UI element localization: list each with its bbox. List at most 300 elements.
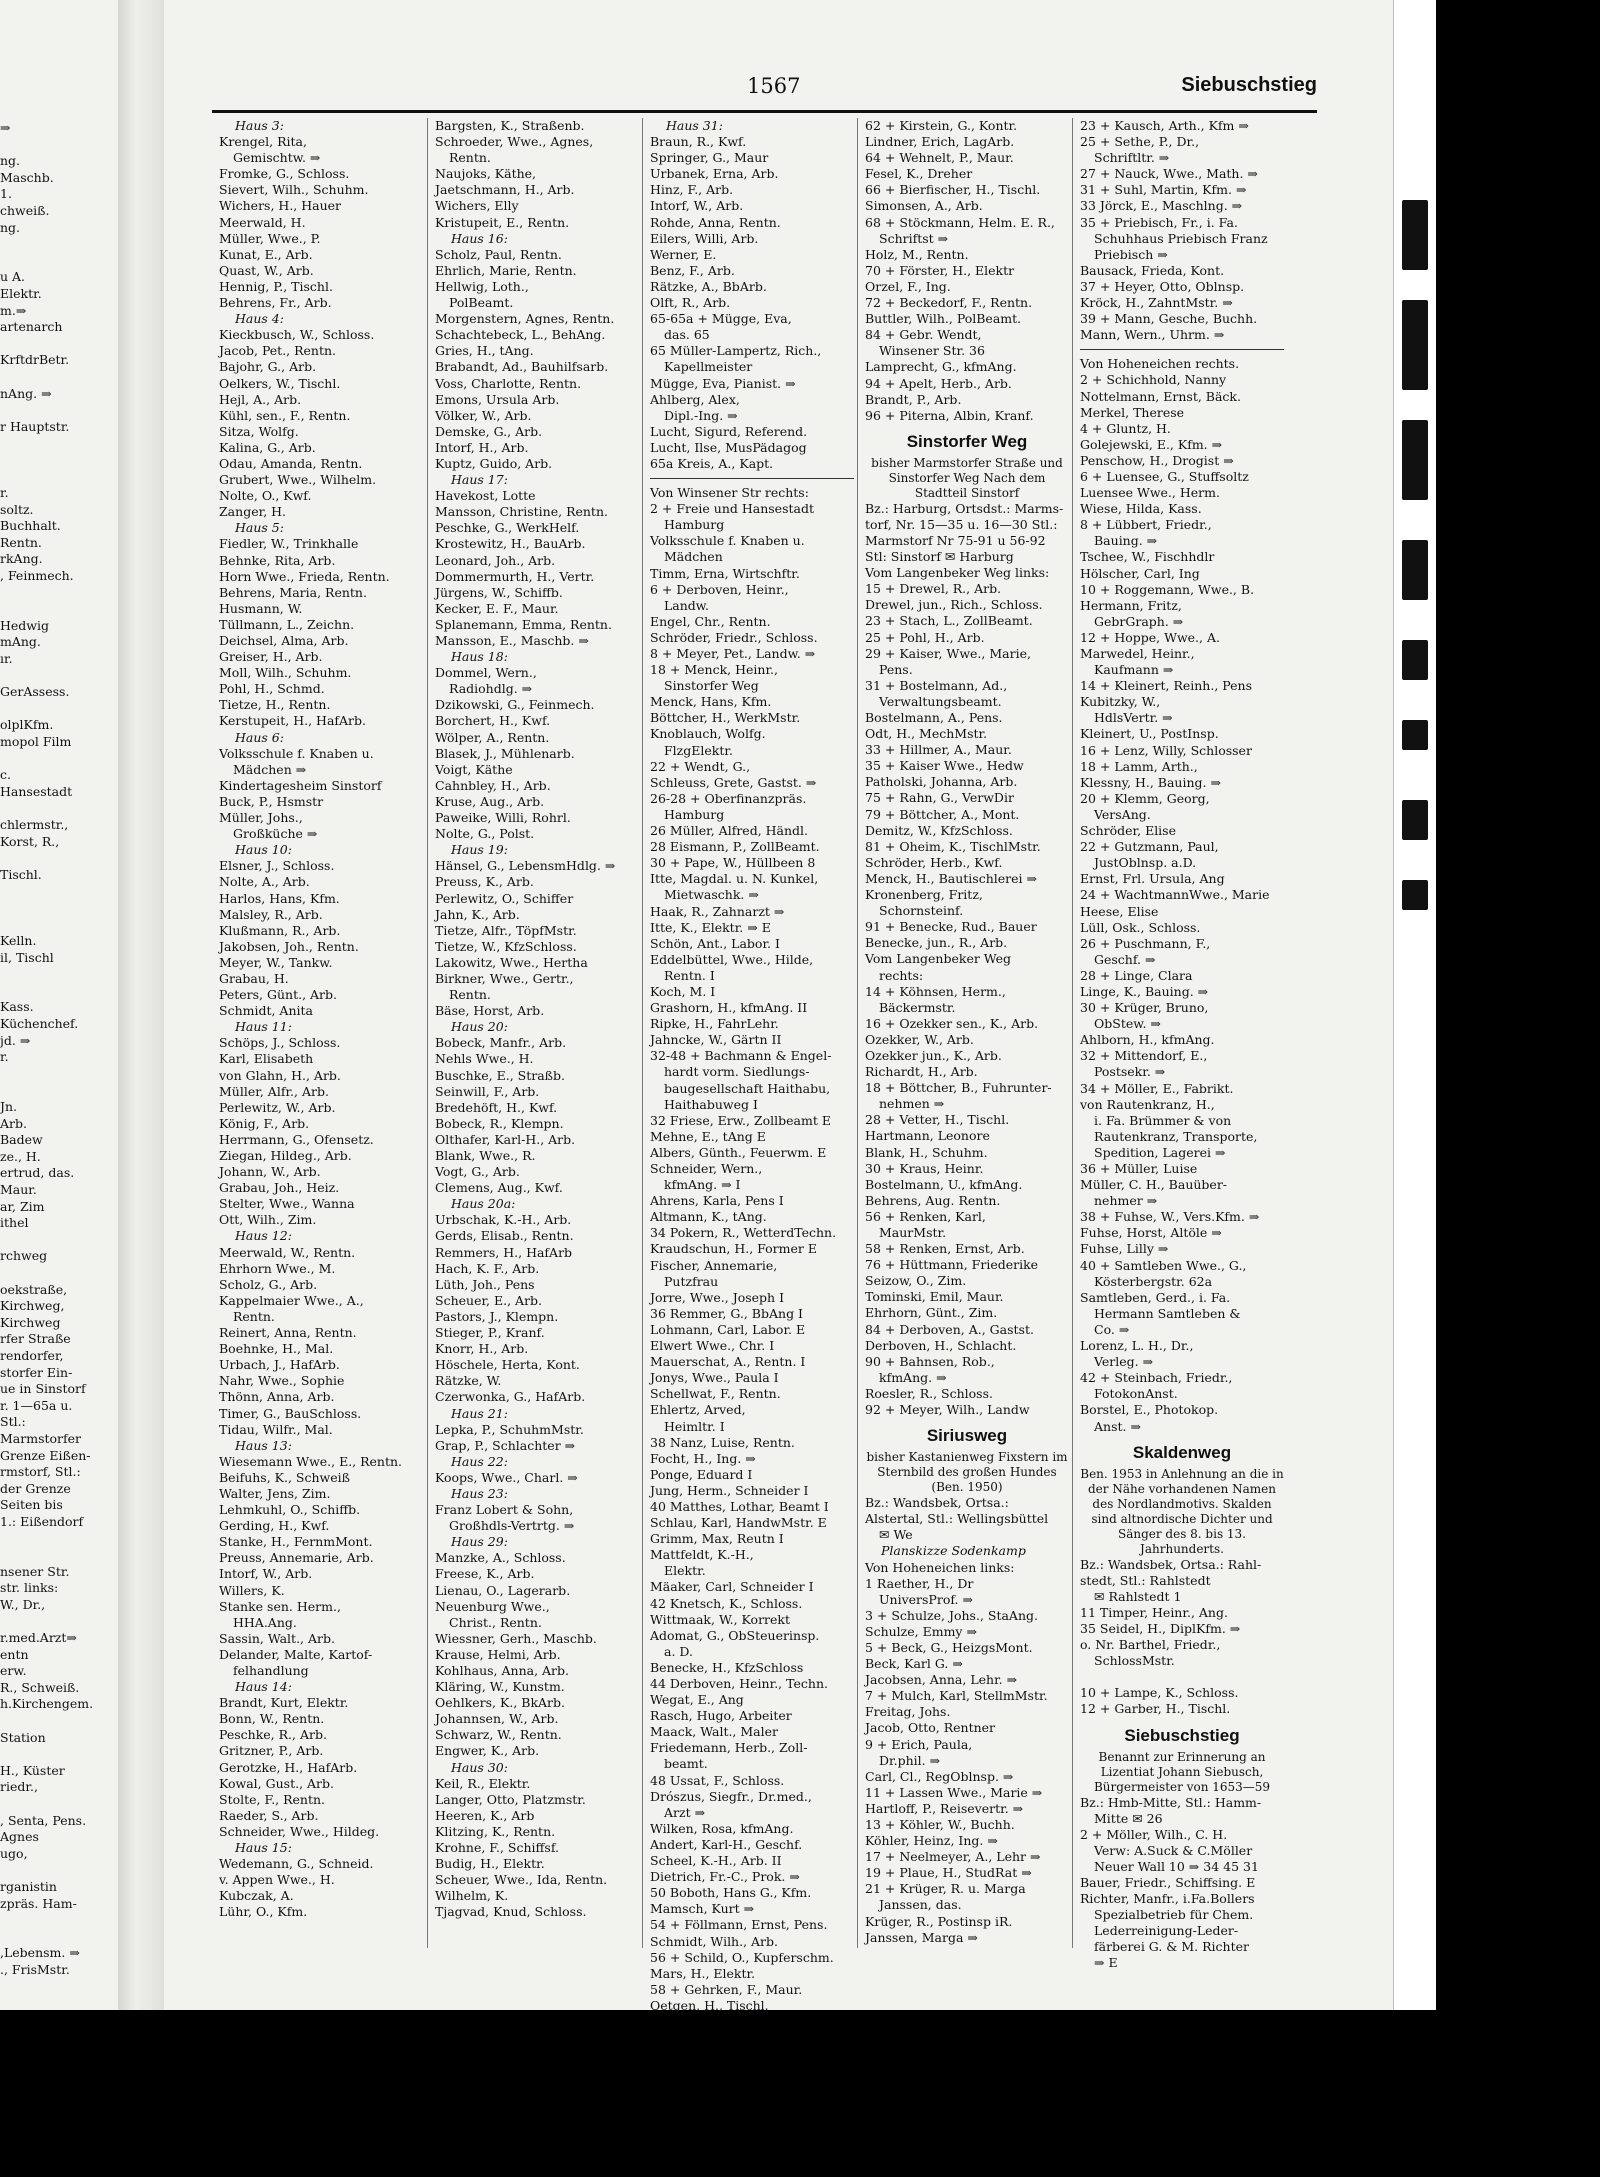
fragment-line: ng. [0, 153, 21, 169]
directory-entry: 70 + Förster, H., Elektr [865, 262, 1015, 278]
house-heading: Haus 29: [451, 1534, 508, 1550]
fragment-line: r. [0, 485, 9, 501]
house-heading: Haus 4: [235, 311, 284, 327]
entry-continuation: Janssen, das. [879, 1897, 962, 1913]
directory-entry: Kubczak, A. [219, 1888, 294, 1904]
directory-entry: 36 + Müller, Luise [1080, 1161, 1198, 1176]
directory-entry: Ozekker, W., Arb. [865, 1031, 974, 1047]
directory-entry: Lucht, Sigurd, Referend. [650, 423, 808, 439]
house-heading: Haus 5: [235, 520, 284, 536]
directory-entry: 12 + Garber, H., Tischl. [1080, 1701, 1231, 1717]
directory-entry: Kühl, sen., F., Rentn. [219, 407, 351, 423]
header-rule [212, 110, 1317, 113]
directory-entry: Benecke, H., KfzSchloss [650, 1659, 804, 1675]
directory-entry: Rätzke, W. [435, 1373, 502, 1389]
directory-entry: Fischer, Annemarie, [650, 1257, 778, 1273]
directory-entry: Bz.: Harburg, Ortsdst.: Marms- [865, 500, 1064, 516]
fragment-line: R., Schweiß. [0, 1679, 80, 1695]
directory-entry: Krostewitz, H., BauArb. [435, 536, 586, 552]
directory-entry: Birkner, Wwe., Gertr., [435, 970, 574, 986]
entry-continuation: Hamburg [664, 806, 725, 822]
directory-entry: Maack, Walt., Maler [650, 1724, 779, 1740]
fragment-line [0, 751, 125, 768]
directory-entry: Seizow, O., Zim. [865, 1273, 967, 1289]
entry-continuation: ⇒ E [1094, 1955, 1118, 1971]
house-heading: Haus 15: [235, 1840, 292, 1856]
directory-entry: Lindner, Erich, LagArb. [865, 134, 1015, 150]
entry-continuation: Heimltr. I [664, 1418, 725, 1434]
directory-entry: Ott, Wilh., Zim. [219, 1212, 317, 1228]
entry-continuation: MaurMstr. [879, 1225, 947, 1240]
directory-entry: 8 + Lübbert, Friedr., [1080, 517, 1212, 533]
directory-entry: 68 + Stöckmann, Helm. E. R., [865, 214, 1055, 230]
entry-continuation: Radiohdlg. ⇒ [449, 681, 533, 697]
directory-entry: Keil, R., Elektr. [435, 1775, 531, 1791]
directory-entry: Eilers, Willi, Arb. [650, 230, 759, 246]
directory-entry: Benecke, jun., R., Arb. [865, 935, 1008, 951]
directory-entry: Paweike, Willi, Rohrl. [435, 810, 571, 826]
fragment-line: , Feinmech. [0, 568, 74, 584]
fragment-line: oekstraße, [0, 1281, 68, 1297]
directory-entry: Kalina, G., Arb. [219, 439, 316, 455]
directory-entry: Behrens, Aug. Rentn. [865, 1192, 1001, 1208]
directory-entry: Patholski, Johanna, Arb. [865, 774, 1018, 790]
directory-entry: Focht, H., Ing. ⇒ [650, 1450, 756, 1466]
fragment-line: zpräs. Ham- [0, 1895, 77, 1911]
entry-continuation: rechts: [879, 967, 924, 983]
edge-mark [1402, 200, 1428, 270]
directory-entry: 8 + Meyer, Pet., Landw. ⇒ [650, 646, 816, 661]
directory-entry: Elwert Wwe., Chr. I [650, 1338, 775, 1354]
directory-entry: Schröder, Elise [1080, 823, 1176, 839]
directory-entry: 58 + Renken, Ernst, Arb. [865, 1241, 1025, 1257]
fragment-line [0, 1547, 125, 1564]
fragment-line [0, 1746, 125, 1763]
directory-entry: 12 + Hoppe, Wwe., A. [1080, 629, 1220, 645]
directory-entry: Kubitzky, W., [1080, 694, 1161, 710]
running-head: Siebuschstieg [1181, 74, 1317, 96]
directory-entry: Johann, W., Arb. [219, 1164, 321, 1180]
entry-continuation: Priebisch ⇒ [1094, 246, 1168, 262]
entry-continuation: Geschf. ⇒ [1094, 951, 1156, 967]
directory-entry: Freese, K., Arb. [435, 1566, 535, 1582]
directory-entry: Scheuer, E., Arb. [435, 1292, 543, 1308]
entry-continuation: färberei G. & M. Richter [1094, 1939, 1249, 1955]
directory-entry: Buck, P., Hsmstr [219, 793, 324, 809]
directory-entry: Langer, Otto, Platzmstr. [435, 1791, 586, 1807]
directory-entry: Mattfeldt, K.-H., [650, 1547, 754, 1563]
directory-entry: 27 + Nauck, Wwe., Math. ⇒ [1080, 166, 1258, 182]
directory-entry: 65-65a + Mügge, Eva, [650, 311, 792, 327]
directory-entry: Köhler, Heinz, Ing. ⇒ [865, 1833, 998, 1849]
directory-entry: Von Winsener Str rechts: [650, 485, 809, 501]
entry-continuation: ✉ We [879, 1527, 913, 1543]
directory-entry: Penschow, H., Drogist ⇒ [1080, 452, 1234, 468]
house-heading: Haus 16: [451, 230, 508, 246]
directory-entry: Tüllmann, L., Zeichn. [219, 616, 355, 632]
directory-entry: Wedemann, G., Schneid. [219, 1856, 374, 1872]
fragment-line: Tischl. [0, 866, 42, 882]
fragment-line [0, 800, 125, 817]
directory-entry: 84 + Gebr. Wendt, [865, 327, 982, 343]
house-heading: Haus 19: [451, 842, 508, 858]
directory-entry: Tietze, H., Rentn. [219, 697, 331, 713]
directory-entry: Ehrhorn, Günt., Zim. [865, 1305, 998, 1321]
directory-entry: Fromke, G., Schloss. [219, 166, 350, 182]
directory-entry: Tominski, Emil, Maur. [865, 1289, 1004, 1305]
directory-entry: Emons, Ursula Arb. [435, 391, 560, 407]
directory-entry: Hartmann, Leonore [865, 1128, 990, 1144]
entry-continuation: Großküche ⇒ [233, 826, 318, 842]
directory-entry: Lakowitz, Wwe., Hertha [435, 954, 588, 970]
directory-entry: Vom Langenbeker Weg [865, 951, 1012, 967]
directory-entry: Stanke, H., FernmMont. [219, 1534, 373, 1550]
directory-entry: 16 + Ozekker sen., K., Arb. [865, 1015, 1039, 1031]
directory-entry: Menck, Hans, Kfm. [650, 694, 772, 710]
fragment-line: rendorfer, [0, 1347, 64, 1363]
directory-entry: Beck, Karl G. ⇒ [865, 1656, 963, 1672]
directory-entry: Lamprecht, G., kfmAng. [865, 359, 1017, 375]
directory-entry: Wilhelm, K. [435, 1888, 509, 1904]
directory-entry: Husmann, W. [219, 600, 303, 616]
directory-entry: Czerwonka, G., HafArb. [435, 1389, 586, 1405]
directory-entry: Blank, Wwe., R. [435, 1148, 536, 1163]
directory-entry: Hach, K. F., Arb. [435, 1260, 540, 1276]
directory-entry: Dietrich, Fr.-C., Prok. ⇒ [650, 1869, 800, 1885]
fragment-line [0, 435, 125, 452]
directory-entry: Grabau, H. [219, 970, 289, 986]
directory-entry: Wichers, Elly [435, 198, 519, 214]
directory-entry: Orzel, F., Ing. [865, 278, 951, 294]
directory-entry: Rasch, Hugo, Arbeiter [650, 1708, 792, 1724]
directory-entry: Hölscher, Carl, Ing [1080, 565, 1200, 581]
directory-entry: Wölper, A., Rentn. [435, 729, 550, 745]
directory-entry: 2 + Schichhold, Nanny [1080, 372, 1227, 388]
directory-entry: 14 + Köhnsen, Herm., [865, 983, 1006, 999]
entry-continuation: Schriftst ⇒ [879, 230, 949, 246]
directory-entry: 15 + Drewel, R., Arb. [865, 581, 1002, 597]
directory-entry: Menck, H., Bautischlerei ⇒ [865, 870, 1037, 886]
directory-entry: torf, Nr. 15—35 u. 16—30 Stl.: [865, 516, 1058, 532]
fragment-line: Hedwig [0, 617, 49, 633]
directory-entry: 9 + Erich, Paula, [865, 1736, 973, 1752]
directory-entry: 33 + Hillmer, A., Maur. [865, 742, 1012, 758]
entry-continuation: Gemischtw. ⇒ [233, 150, 321, 166]
entry-continuation: Christ., Rentn. [449, 1614, 542, 1630]
directory-entry: Oehlkers, K., BkArb. [435, 1695, 565, 1711]
entry-continuation: nehmen ⇒ [879, 1096, 945, 1112]
directory-entry: Demske, G., Arb. [435, 423, 543, 439]
directory-entry: 42 + Steinbach, Friedr., [1080, 1370, 1233, 1386]
fragment-line: r.med.Arzt⇒ [0, 1630, 77, 1646]
directory-entry: Lühr, O., Kfm. [219, 1904, 308, 1920]
fragment-line: artenarch [0, 319, 63, 335]
directory-entry: 3 + Schulze, Johs., StaAng. [865, 1607, 1038, 1623]
directory-entry: Dommermurth, H., Vertr. [435, 568, 595, 584]
directory-entry: 28 + Linge, Clara [1080, 967, 1193, 983]
directory-entry: 24 + WachtmannWwe., Marie [1080, 887, 1270, 903]
directory-entry: Eddelbüttel, Wwe., Hilde, [650, 951, 814, 967]
entry-continuation: baugesellschaft Haithabu, [664, 1080, 831, 1096]
directory-entry: 42 Knetsch, K., Schloss. [650, 1595, 803, 1611]
directory-entry: Splanemann, Emma, Rentn. [435, 616, 612, 632]
directory-entry: 6 + Derboven, Heinr., [650, 581, 789, 597]
entry-continuation: Großhdls-Vertrtg. ⇒ [449, 1518, 575, 1534]
directory-entry: 10 + Roggemann, Wwe., B. [1080, 581, 1255, 597]
directory-entry: Buttler, Wilh., PolBeamt. [865, 311, 1022, 327]
directory-entry: 66 + Bierfischer, H., Tischl. [865, 182, 1041, 198]
fragment-line: ., FrisMstr. [0, 1961, 70, 1977]
directory-entry: Ehlertz, Arved, [650, 1402, 746, 1418]
directory-entry: 10 + Lampe, K., Schloss. [1080, 1685, 1239, 1701]
directory-entry: 62 + Kirstein, G., Kontr. [865, 118, 1018, 133]
house-heading: Haus 22: [451, 1453, 508, 1469]
directory-entry: von Glahn, H., Arb. [219, 1067, 341, 1083]
directory-entry: Grubert, Wwe., Wilhelm. [219, 472, 377, 488]
fragment-line [0, 1530, 125, 1547]
edge-mark [1402, 300, 1428, 390]
directory-entry: 84 + Derboven, A., Gastst. [865, 1321, 1034, 1337]
fragment-line: il, Tischl [0, 949, 54, 965]
directory-entry: 30 + Kraus, Heinr. [865, 1160, 984, 1176]
directory-entry: Springer, G., Maur [650, 150, 769, 166]
directory-entry: Ozekker jun., K., Arb. [865, 1047, 1002, 1063]
entry-continuation: kfmAng. ⇒ [879, 1369, 947, 1385]
directory-entry: o. Nr. Barthel, Friedr., [1080, 1637, 1221, 1653]
directory-entry: Rohde, Anna, Rentn. [650, 214, 781, 230]
fragment-line: riedr., [0, 1779, 38, 1795]
directory-entry: 1 Raether, H., Dr [865, 1575, 974, 1591]
directory-entry: Itte, K., Elektr. ⇒ E [650, 919, 771, 935]
fragment-line: Buchhalt. [0, 518, 61, 534]
directory-entry: Stanke sen. Herm., [219, 1598, 341, 1614]
directory-entry: Preuss, Annemarie, Arb. [219, 1550, 374, 1566]
directory-columns [212, 118, 1322, 2013]
directory-entry: Albers, Günth., Feuerwm. E [650, 1144, 827, 1160]
directory-entry: Schlau, Karl, HandwMstr. E [650, 1515, 827, 1531]
street-description: bisher Marmstorfer Straße und Sinstorfer Weg Nach dem Stadtteil Sinstorf [871, 455, 1063, 500]
fragment-line [0, 1082, 125, 1099]
fragment-line: ertrud, das. [0, 1165, 75, 1181]
directory-entry: Kläring, W., Kunstm. [435, 1679, 565, 1695]
directory-entry: v. Appen Wwe., H. [219, 1872, 335, 1888]
directory-entry: Koops, Wwe., Charl. ⇒ [435, 1469, 578, 1485]
directory-entry: Knorr, H., Arb. [435, 1341, 529, 1357]
directory-entry: Heese, Elise [1080, 903, 1159, 919]
directory-entry: Nolte, G., Polst. [435, 826, 535, 842]
directory-entry: Fesel, K., Dreher [865, 166, 973, 182]
fragment-line [0, 137, 125, 154]
directory-entry: 2 + Freie und Hansestadt [650, 501, 814, 517]
directory-entry: Ahlberg, Alex, [650, 391, 740, 407]
directory-entry: Engwer, K., Arb. [435, 1743, 540, 1759]
directory-entry: Golejewski, E., Kfm. ⇒ [1080, 436, 1223, 452]
directory-entry: Peschke, R., Arb. [219, 1727, 327, 1743]
directory-entry: Wilken, Rosa, kfmAng. [650, 1820, 794, 1836]
directory-entry: Bauer, Friedr., Schiffsing. E [1080, 1875, 1256, 1890]
house-heading: Haus 21: [451, 1405, 508, 1421]
directory-entry: Stl: Sinstorf ✉ Harburg [865, 549, 1014, 565]
entry-continuation: felhandlung [233, 1663, 309, 1678]
directory-entry: Richardt, H., Arb. [865, 1064, 978, 1080]
fragment-line [0, 585, 125, 602]
directory-entry: Scheel, K.-H., Arb. II [650, 1853, 782, 1869]
directory-entry: Krengel, Rita, [219, 134, 307, 150]
directory-entry: 56 + Schild, O., Kupferschm. [650, 1949, 834, 1965]
directory-entry: Engel, Chr., Rentn. [650, 613, 771, 629]
directory-entry: Von Hoheneichen links: [865, 1559, 1015, 1575]
directory-entry: 30 + Pape, W., Hüllbeen 8 [650, 855, 816, 871]
directory-entry: Neuenburg Wwe., [435, 1598, 550, 1614]
directory-entry: Kohlhaus, Anna, Arb. [435, 1663, 569, 1678]
directory-entry: Jung, Herm., Schneider I [650, 1482, 809, 1498]
directory-entry: König, F., Arb. [219, 1115, 310, 1131]
directory-entry: Scheuer, Wwe., Ida, Rentn. [435, 1872, 608, 1888]
entry-continuation: Putzfrau [664, 1273, 719, 1289]
directory-entry: Grimm, Max, Reutn I [650, 1531, 784, 1547]
fragment-line [0, 468, 125, 485]
entry-continuation: FlzgElektr. [664, 742, 733, 758]
directory-entry: Vom Langenbeker Weg links: [865, 565, 1050, 581]
directory-entry: Schleuss, Grete, Gastst. ⇒ [650, 774, 817, 790]
directory-entry: 23 + Kausch, Arth., Kfm ⇒ [1080, 118, 1249, 133]
fragment-line: erw. [0, 1663, 27, 1679]
directory-entry: Adomat, G., ObSteuerinsp. [650, 1627, 820, 1643]
edge-mark [1402, 420, 1428, 500]
directory-entry: Jahncke, W., Gärtn II [650, 1032, 782, 1048]
directory-entry: 48 Ussat, F., Schloss. [650, 1772, 785, 1788]
directory-entry: Hejl, A., Arb. [219, 391, 302, 407]
directory-entry: Morgenstern, Agnes, Rentn. [435, 311, 615, 327]
directory-entry: Pohl, H., Schmd. [219, 681, 325, 697]
directory-entry: Beifuhs, K., Schweiß [219, 1469, 350, 1485]
entry-continuation: beamt. [664, 1756, 708, 1772]
directory-entry: Andert, Karl-H., Geschf. [650, 1836, 803, 1852]
directory-entry: Karl, Elisabeth [219, 1051, 314, 1067]
directory-entry: Luensee Wwe., Herm. [1080, 485, 1220, 501]
directory-entry: Wiese, Hilda, Kass. [1080, 501, 1202, 517]
fragment-line: mAng. [0, 634, 41, 650]
entry-continuation: Sinstorfer Weg [664, 678, 759, 694]
directory-entry: Müller, C. H., Bauüber- [1080, 1177, 1228, 1193]
fragment-line [0, 452, 125, 469]
directory-entry: 7 + Mulch, Karl, StellmMstr. [865, 1688, 1048, 1704]
directory-entry: Hartloff, P., Reisevertr. ⇒ [865, 1800, 1024, 1816]
directory-entry: Nottelmann, Ernst, Bäck. [1080, 388, 1241, 404]
fragment-line: , Senta, Pens. [0, 1812, 87, 1828]
directory-entry: Fiedler, W., Trinkhalle [219, 536, 359, 552]
fragment-line: rkAng. [0, 551, 43, 567]
fragment-line [0, 883, 125, 900]
directory-entry: Voss, Charlotte, Rentn. [435, 375, 582, 391]
directory-entry: Grashorn, H., kfmAng. II [650, 1000, 808, 1016]
fragment-line: rchweg [0, 1248, 48, 1264]
directory-entry: Stelter, Wwe., Wanna [219, 1196, 355, 1212]
directory-entry: Itte, Magdal. u. N. Kunkel, [650, 871, 819, 887]
directory-entry: 92 + Meyer, Wilh., Landw [865, 1402, 1030, 1418]
fragment-line: ,Lebensm. ⇒ [0, 1945, 80, 1961]
directory-entry: 22 + Gutzmann, Paul, [1080, 839, 1219, 855]
directory-column [857, 118, 1072, 1948]
directory-entry: Leonard, Joh., Arb. [435, 552, 556, 568]
directory-entry: Bausack, Frieda, Kont. [1080, 262, 1225, 278]
directory-entry: 50 Boboth, Hans G., Kfm. [650, 1885, 812, 1901]
fragment-line [0, 1796, 125, 1813]
street-heading: Skaldenweg [1132, 1442, 1232, 1462]
directory-entry: 4 + Gluntz, H. [1080, 420, 1171, 436]
fragment-line: r. [0, 1049, 9, 1065]
directory-entry: Schroeder, Wwe., Agnes, [435, 134, 594, 150]
entry-continuation: Verw: A.Suck & C.Möller [1094, 1842, 1253, 1858]
entry-continuation: Spedition, Lagerei ⇒ [1094, 1144, 1226, 1160]
directory-entry: Müller, Wwe., P. [219, 230, 321, 246]
directory-entry: Mamsch, Kurt ⇒ [650, 1901, 755, 1917]
directory-entry: Kecker, E. F., Maur. [435, 600, 559, 616]
entry-continuation: Schornsteinf. [879, 903, 964, 919]
directory-entry: 35 Seidel, H., DiplKfm. ⇒ [1080, 1620, 1241, 1636]
fragment-line [0, 253, 125, 270]
directory-entry: Kieckbusch, W., Schloss. [219, 327, 375, 343]
fragment-line: h.Kirchengem. [0, 1696, 94, 1712]
directory-entry: Walter, Jens, Zim. [219, 1485, 331, 1501]
fragment-line: ng. [0, 219, 21, 235]
entry-continuation: nehmer ⇒ [1094, 1193, 1158, 1209]
directory-entry: Borstel, E., Photokop. [1080, 1402, 1219, 1418]
directory-entry: Mann, Wern., Uhrm. ⇒ [1080, 327, 1225, 343]
house-heading: Haus 20a: [451, 1196, 516, 1212]
directory-entry: Dzikowski, G., Feinmech. [435, 697, 595, 713]
directory-entry: 31 + Suhl, Martin, Kfm. ⇒ [1080, 182, 1247, 198]
directory-entry: 65 Müller-Lampertz, Rich., [650, 343, 822, 359]
directory-entry: Borchert, H., Kwf. [435, 713, 551, 729]
fragment-line: nsener Str. [0, 1563, 70, 1579]
directory-entry: Schöps, J., Schloss. [219, 1035, 341, 1051]
entry-continuation: a. D. [664, 1643, 693, 1659]
directory-entry: Lüth, Joh., Pens [435, 1276, 535, 1292]
directory-entry: Bostelmann, A., Pens. [865, 710, 1003, 725]
directory-entry: Werner, E. [650, 246, 717, 262]
fragment-line [0, 236, 125, 253]
house-heading: Haus 18: [451, 649, 508, 665]
directory-entry: 91 + Benecke, Rud., Bauer [865, 919, 1037, 935]
directory-entry: Krüger, R., Postinsp iR. [865, 1913, 1013, 1929]
separator-rule [1080, 349, 1284, 350]
directory-entry: Mars, H., Elektr. [650, 1965, 756, 1981]
directory-entry: 33 Jörck, E., Maschlng. ⇒ [1080, 198, 1243, 214]
directory-entry: Tidau, Wilfr., Mal. [219, 1421, 333, 1437]
directory-entry [1080, 1669, 1284, 1685]
house-heading: Haus 6: [235, 729, 284, 745]
directory-entry: 28 Eismann, P., ZollBeamt. [650, 839, 820, 855]
directory-entry: Stolte, F., Rentn. [219, 1791, 326, 1807]
fragment-line: H., Küster [0, 1762, 65, 1778]
directory-entry: 54 + Föllmann, Ernst, Pens. [650, 1917, 828, 1933]
directory-entry: Meyer, W., Tankw. [219, 954, 333, 970]
fragment-line [0, 983, 125, 1000]
fragment-line: ithel [0, 1215, 29, 1231]
directory-entry: Scholz, Paul, Rentn. [435, 246, 562, 262]
fragment-line [0, 966, 125, 983]
directory-entry: 32 + Mittendorf, E., [1080, 1048, 1208, 1064]
directory-entry: 40 + Samtleben Wwe., G., [1080, 1257, 1247, 1273]
entry-continuation: Bauing. ⇒ [1094, 533, 1158, 549]
fragment-line: m.⇒ [0, 302, 27, 318]
fragment-line: Kirchweg [0, 1314, 61, 1330]
directory-entry: Zanger, H. [219, 504, 287, 520]
directory-entry: Fuhse, Lilly ⇒ [1080, 1241, 1169, 1257]
street-heading: Sinstorfer Weg [906, 431, 1028, 451]
directory-entry: 65a Kreis, A., Kapt. [650, 455, 774, 471]
